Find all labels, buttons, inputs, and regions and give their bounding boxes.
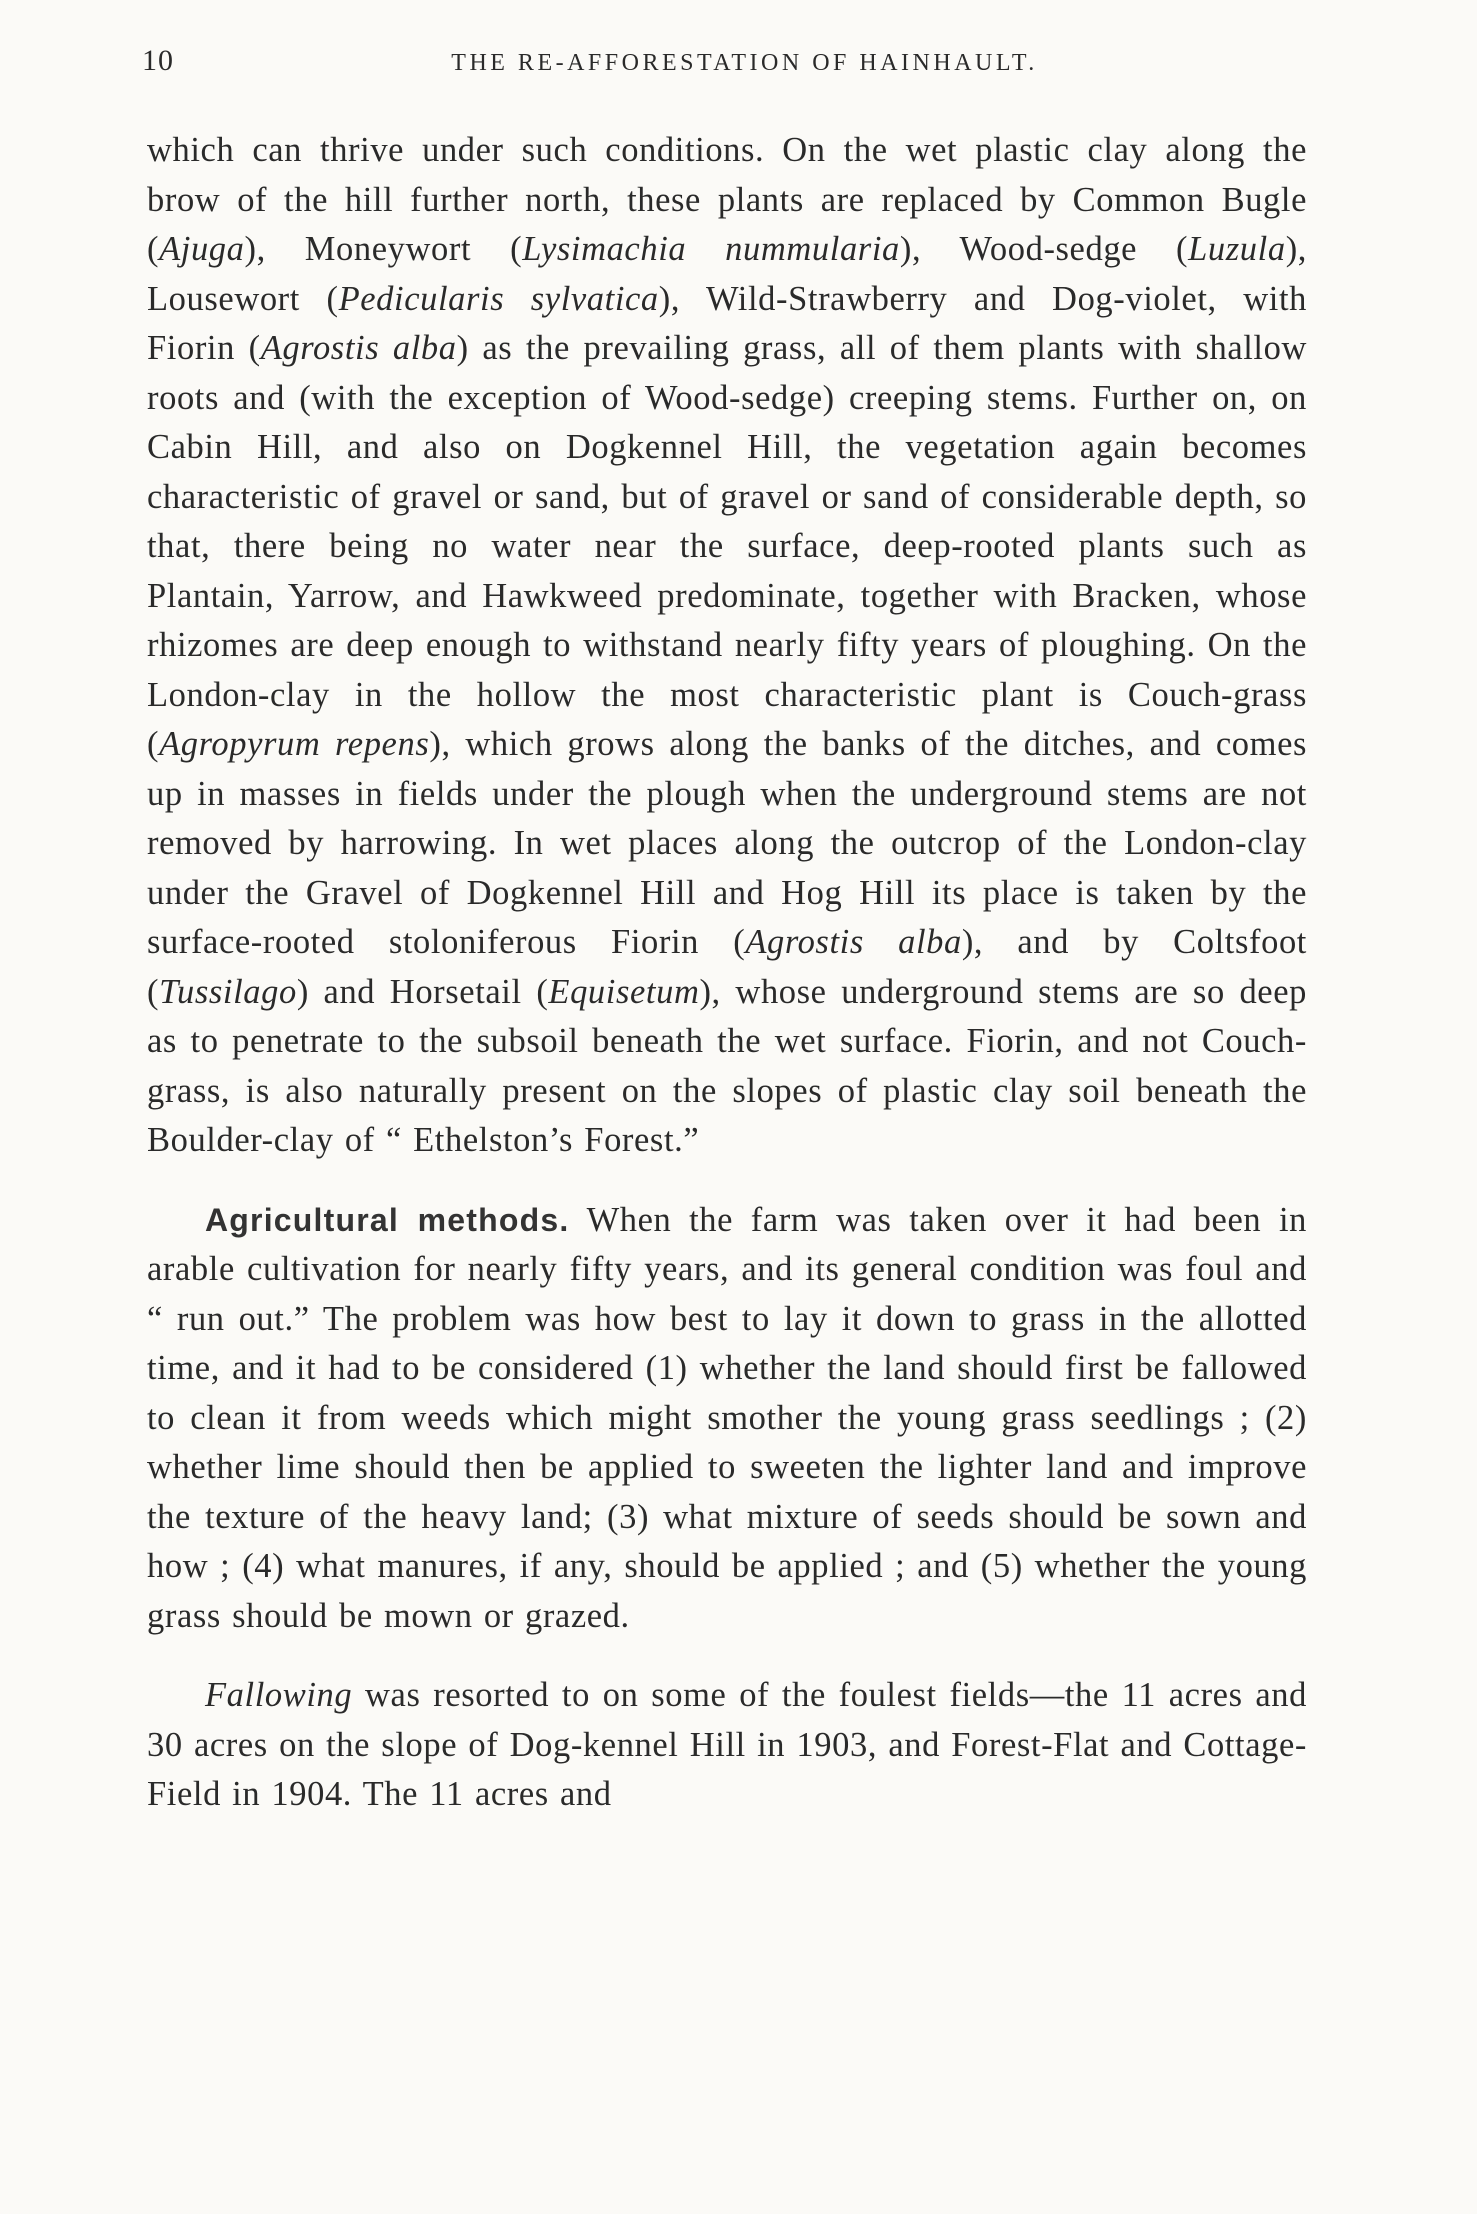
species-name: Luzula (1188, 230, 1286, 268)
text-run: ), which grows along the banks of the ditches, and comes up in masses in fields under the plough when the underground stems are not removed by harrowing. In wet places along the outcrop of the London-clay under the Gravel of Dogkennel Hill and Hog Hill its place is taken by the surface-rooted stoloniferous Fiorin ( (147, 725, 1308, 961)
species-name: Tussilago (159, 972, 297, 1011)
text-run: ), Wild-Strawberry and Dog-violet, with Fiorin ( (147, 279, 1308, 367)
text-run: ), and by Coltsfoot ( (147, 923, 1307, 1011)
text-run: ), whose underground stems are so deep as to penetrate to the subsoil beneath the wet surface. Fiorin, and not Couch-grass, is also naturally present on the slopes of plastic clay soil beneath the Boulder-clay of “ Ethelston’s Forest.” (147, 972, 1307, 1159)
page-number: 10 (142, 44, 174, 77)
text-run: ), Wood-sedge ( (899, 230, 1189, 268)
page-header (142, 44, 1307, 84)
species-name: Agrostis alba (745, 923, 962, 961)
text-run: When the farm was taken over it had been in arable cultivation for nearly fifty years, and its general condition was foul and “ run out.” The problem was how best to lay it down to grass in the allotted time, and it had to be considered (1) whether the land should first be fallowed to clean it from weeds which might smother the young grass seedlings ; (2) whether lime should then be applied to sweeten the lighter land and improve the texture of the heavy land; (3) what mixture of seeds should be sown and how ; (4) what manures, if any, should be applied ; and (5) whether the young grass should be mown or grazed. (147, 1200, 1307, 1635)
text-run: ), Moneywort ( (244, 230, 523, 268)
running-head: THE RE-AFFORESTATION OF HAINHAULT. (451, 50, 1038, 76)
species-name: Pedicularis sylvatica (338, 279, 659, 318)
text-run: ) as the prevailing grass, all of them plants with shallow roots and (with the exception of Wood-sedge) creeping stems. Further on, on Cabin Hill, and also on Dogkennel Hill, the vegetation again becomes characteristic of gravel or sand, but of gravel or sand of considerable depth, so that, there being no water near the surface, deep-rooted plants such as Plantain, Yarrow, and Hawkweed predominate, together with Bracken, whose rhizomes are deep enough to withstand nearly fifty years of ploughing. On the London-clay in the hollow the most characteristic plant is Couch-grass ( (147, 329, 1307, 763)
body-text (147, 126, 1307, 1820)
species-name: Lysimachia nummularia (522, 230, 900, 268)
text-run: ) and Horsetail ( (296, 972, 549, 1011)
paragraph-fallowing (147, 1671, 1307, 1820)
species-name: Ajuga (159, 230, 245, 268)
species-name: Equisetum (548, 972, 700, 1011)
species-name: Agrostis alba (260, 329, 457, 367)
lead-term: Fallowing (205, 1676, 353, 1714)
section-side-heading: Agricultural methods. (205, 1201, 570, 1238)
paragraph-vegetation (147, 126, 1307, 1166)
text-run: ), Lousewort ( (147, 230, 1308, 318)
text-run: which can thrive under such conditions. On the wet plastic clay along the brow of the hill further north, these plants are replaced by Common Bugle ( (147, 131, 1307, 268)
species-name: Agropyrum repens (159, 725, 430, 763)
paragraph-agricultural-methods (147, 1196, 1307, 1642)
text-run: was resorted to on some of the foulest fields—the 11 acres and 30 acres on the slope of Dog-kennel Hill in 1903, and Forest-Flat and Cottage-Field in 1904. The 11 acres and (147, 1676, 1307, 1813)
